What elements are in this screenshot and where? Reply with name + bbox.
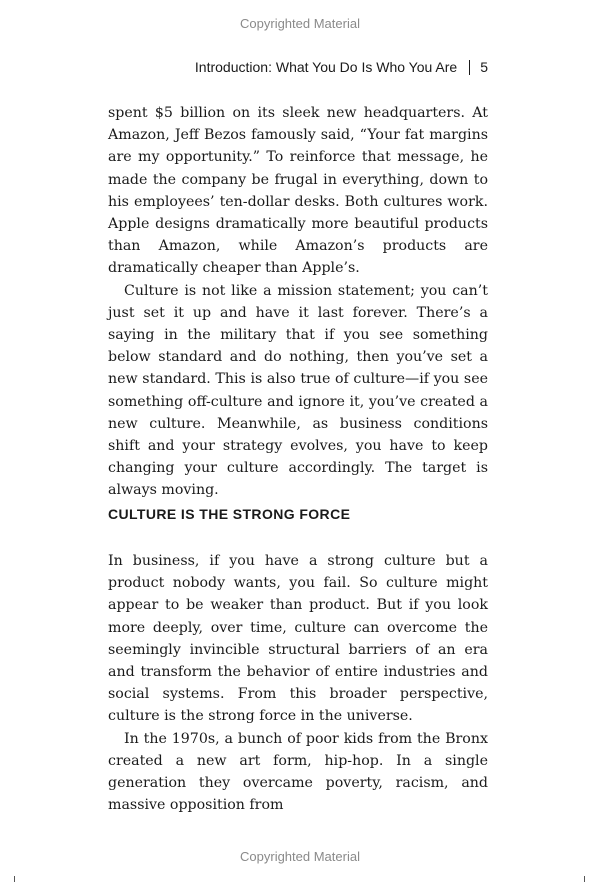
chapter-title: Introduction: What You Do Is Who You Are bbox=[194, 59, 458, 75]
body-text-section-one bbox=[108, 102, 488, 502]
body-text-section-two bbox=[108, 550, 488, 816]
copyright-watermark-bottom: Copyrighted Material bbox=[240, 849, 360, 864]
crop-mark-left bbox=[14, 876, 15, 882]
header-separator bbox=[469, 60, 470, 75]
section-heading: CULTURE IS THE STRONG FORCE bbox=[108, 506, 351, 522]
paragraph: In business, if you have a strong culture but a product nobody wants, you fail. So culture might appear to be weaker than product. But if you look more deeply, over time, culture can overcome the seemingly invincible structural barriers of an era and transform the behavior of entire industries and social systems. From this broader perspective, culture is the strong force in the universe. bbox=[108, 553, 488, 725]
crop-mark-right bbox=[584, 876, 585, 882]
paragraph: Culture is not like a mission statement; you can’t just set it up and have it last forever. There’s a saying in the military that if you see something below standard and do nothing, then you’ve set a new standard. This is also true of culture—if you see something off-culture and ignore it, you’ve created a new culture. Meanwhile, as business conditions shift and your strategy evolves, you have to keep changing your culture accordingly. The target is always moving. bbox=[108, 282, 488, 499]
copyright-watermark-top: Copyrighted Material bbox=[240, 16, 360, 31]
running-head bbox=[195, 59, 488, 75]
paragraph: In the 1970s, a bunch of poor kids from the Bronx created a new art form, hip-hop. In a single generation they overcame poverty, racism, and massive opposition from bbox=[108, 730, 488, 814]
paragraph: spent $5 billion on its sleek new headquarters. At Amazon, Jeff Bezos famously said, “Your fat margins are my opportunity.” To reinforce that message, he made the company be frugal in everything, down to his employees’ ten-dollar desks. Both cultures work. Apple designs dramatically more beautiful products than Amazon, while Amazon’s products are dramatically cheaper than Apple’s. bbox=[108, 105, 488, 277]
page-number: 5 bbox=[480, 59, 488, 75]
